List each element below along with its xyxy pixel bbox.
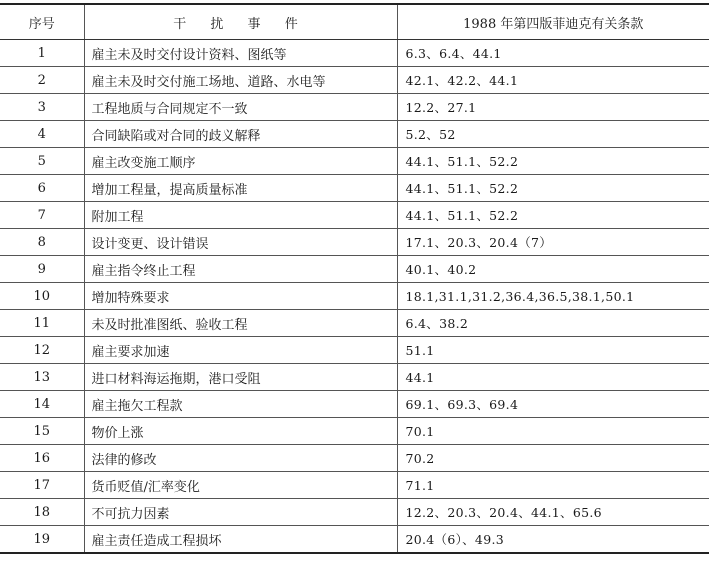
table-row — [0, 364, 709, 391]
row-index: 5 — [0, 148, 84, 175]
table-row — [0, 175, 709, 202]
row-event: 不可抗力因素 — [84, 499, 397, 526]
row-clauses: 18.1,31.1,31.2,36.4,36.5,38.1,50.1 — [397, 283, 709, 310]
table-row — [0, 337, 709, 364]
row-index: 3 — [0, 94, 84, 121]
table-row — [0, 445, 709, 472]
row-event: 雇主指令终止工程 — [84, 256, 397, 283]
table-row — [0, 310, 709, 337]
row-event: 雇主未及时交付设计资料、图纸等 — [84, 40, 397, 67]
row-index: 8 — [0, 229, 84, 256]
row-clauses: 17.1、20.3、20.4（7） — [397, 229, 709, 256]
row-event: 雇主责任造成工程损坏 — [84, 526, 397, 554]
row-clauses: 44.1 — [397, 364, 709, 391]
row-clauses: 70.1 — [397, 418, 709, 445]
row-event: 附加工程 — [84, 202, 397, 229]
row-event: 未及时批准图纸、验收工程 — [84, 310, 397, 337]
row-clauses: 5.2、52 — [397, 121, 709, 148]
row-index: 18 — [0, 499, 84, 526]
row-clauses: 70.2 — [397, 445, 709, 472]
table-row — [0, 121, 709, 148]
row-clauses: 20.4（6）、49.3 — [397, 526, 709, 554]
table-row — [0, 67, 709, 94]
row-clauses: 12.2、20.3、20.4、44.1、65.6 — [397, 499, 709, 526]
row-clauses: 6.4、38.2 — [397, 310, 709, 337]
row-clauses: 12.2、27.1 — [397, 94, 709, 121]
table-row — [0, 148, 709, 175]
row-index: 15 — [0, 418, 84, 445]
header-index: 序号 — [0, 4, 84, 40]
row-index: 12 — [0, 337, 84, 364]
row-index: 10 — [0, 283, 84, 310]
claims-table — [0, 3, 709, 554]
row-event: 雇主要求加速 — [84, 337, 397, 364]
table-row — [0, 418, 709, 445]
row-clauses: 71.1 — [397, 472, 709, 499]
row-index: 11 — [0, 310, 84, 337]
row-clauses: 69.1、69.3、69.4 — [397, 391, 709, 418]
table-row — [0, 499, 709, 526]
row-event: 物价上涨 — [84, 418, 397, 445]
table-row — [0, 94, 709, 121]
row-event: 增加工程量，提高质量标准 — [84, 175, 397, 202]
row-clauses: 40.1、40.2 — [397, 256, 709, 283]
table-header — [0, 4, 709, 40]
row-event: 进口材料海运拖期，港口受阻 — [84, 364, 397, 391]
row-index: 7 — [0, 202, 84, 229]
row-clauses: 51.1 — [397, 337, 709, 364]
row-event: 雇主改变施工顺序 — [84, 148, 397, 175]
row-index: 6 — [0, 175, 84, 202]
table-row — [0, 391, 709, 418]
table-row — [0, 256, 709, 283]
row-event: 工程地质与合同规定不一致 — [84, 94, 397, 121]
row-event: 货币贬值/汇率变化 — [84, 472, 397, 499]
row-event: 法律的修改 — [84, 445, 397, 472]
row-index: 1 — [0, 40, 84, 67]
table-row — [0, 229, 709, 256]
row-event: 雇主未及时交付施工场地、道路、水电等 — [84, 67, 397, 94]
row-clauses: 44.1、51.1、52.2 — [397, 175, 709, 202]
row-event: 增加特殊要求 — [84, 283, 397, 310]
row-index: 14 — [0, 391, 84, 418]
header-row — [0, 4, 709, 40]
row-index: 19 — [0, 526, 84, 554]
table-body — [0, 40, 709, 554]
table-row — [0, 472, 709, 499]
table-row — [0, 40, 709, 67]
header-event: 干 扰 事 件 — [84, 4, 397, 40]
row-event: 合同缺陷或对合同的歧义解释 — [84, 121, 397, 148]
row-clauses: 44.1、51.1、52.2 — [397, 202, 709, 229]
row-index: 2 — [0, 67, 84, 94]
row-index: 13 — [0, 364, 84, 391]
row-index: 16 — [0, 445, 84, 472]
table-row — [0, 283, 709, 310]
row-index: 4 — [0, 121, 84, 148]
row-event: 雇主拖欠工程款 — [84, 391, 397, 418]
table-row — [0, 526, 709, 554]
row-index: 17 — [0, 472, 84, 499]
row-index: 9 — [0, 256, 84, 283]
row-clauses: 6.3、6.4、44.1 — [397, 40, 709, 67]
row-event: 设计变更、设计错误 — [84, 229, 397, 256]
row-clauses: 42.1、42.2、44.1 — [397, 67, 709, 94]
table-row — [0, 202, 709, 229]
header-clauses: 1988 年第四版菲迪克有关条款 — [397, 4, 709, 40]
row-clauses: 44.1、51.1、52.2 — [397, 148, 709, 175]
